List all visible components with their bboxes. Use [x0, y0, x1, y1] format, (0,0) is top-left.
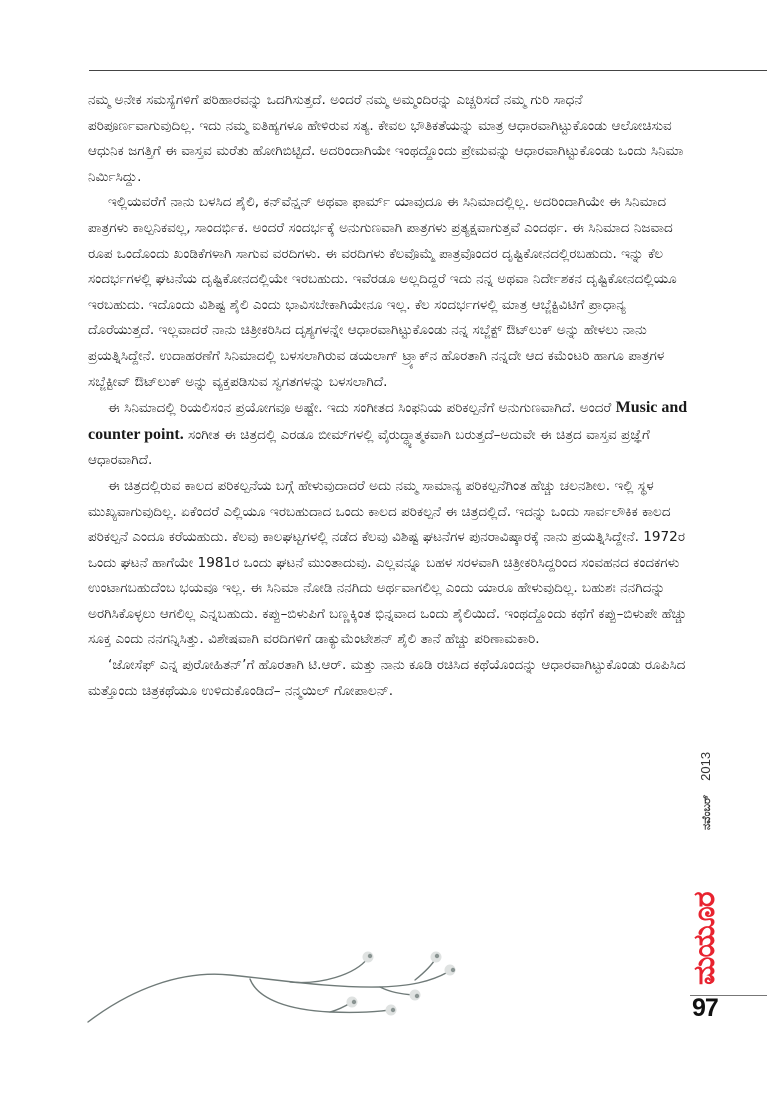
- vine-branch-illustration: [80, 930, 560, 1040]
- header-rule: [89, 70, 767, 71]
- paragraph-1: ನಮ್ಮ ಅನೇಕ ಸಮಸ್ಯೆಗಳಿಗೆ ಪರಿಹಾರವನ್ನು ಒದಗಿಸುತ್ತದೆ. ಅಂದರೆ ನಮ್ಮ ಅಮ್ಮಂದಿರನ್ನು ಎಚ್ಚರಿಸದೆ ನಮ್ಮ ಗುರಿ ಸಾಧನೆ ಪರಿಪೂರ್ಣವಾಗುವುದಿಲ್ಲ. ಇದು ನಮ್ಮ ಐತಿಹ್ಯಗಳೂ ಹೇಳಿರುವ ಸತ್ಯ. ಕೇವಲ ಭೌತಿಕತೆಯನ್ನು ಮಾತ್ರ ಆಧಾರವಾಗಿಟ್ಟುಕೊಂಡು ಆಲೋಚಿಸುವ ಆಧುನಿಕ ಜಗತ್ತಿಗೆ ಈ ವಾಸ್ತವ ಮರೆತು ಹೋಗಿಬಿಟ್ಟಿದೆ. ಅದರಿಂದಾಗಿಯೇ ಇಂಥದ್ದೊಂದು ಪ್ರೇಮವನ್ನು ಆಧಾರವಾಗಿಟ್ಟುಕೊಂಡು ಒಂದು ಸಿನಿಮಾ ನಿರ್ಮಿಸಿದ್ದು.: [88, 92, 684, 185]
- vine-bud: [445, 965, 456, 976]
- vine-branch-mid: [380, 987, 414, 995]
- paragraph-3-text-before: ಈ ಸಿನಿಮಾದಲ್ಲಿ ರಿಯಲಿಸಂನ ಪ್ರಯೋಗವೂ ಅಷ್ಟೇ. ಇದು ಸಂಗೀತದ ಸಿಂಫನಿಯ ಪರಿಕಲ್ಪನೆಗೆ ಅನುಗುಣವಾಗಿದೆ. ಅಂದರೆ: [108, 400, 616, 417]
- magazine-masthead: ಮಯೂರ: [687, 892, 722, 985]
- english-phrase: Music and counter point.: [88, 399, 688, 443]
- article-body: [88, 88, 688, 704]
- issue-year: 2013: [698, 751, 713, 781]
- vine-bud: [410, 990, 421, 1001]
- vine-bud: [347, 997, 358, 1008]
- issue-month: ನವೆಂಬರ್: [700, 794, 713, 830]
- paragraph-2: ಇಲ್ಲಿಯವರೆಗೆ ನಾನು ಬಳಸಿದ ಶೈಲಿ, ಕನ್‌ವೆನ್ಷನ್ ಅಥವಾ ಫಾರ್ಮ್ ಯಾವುದೂ ಈ ಸಿನಿಮಾದಲ್ಲಿಲ್ಲ. ಅದರಿಂದಾಗಿಯೇ ಈ ಸಿನಿಮಾದ ಪಾತ್ರಗಳು ಕಾಲ್ಪನಿಕವಲ್ಲ, ಸಾಂದರ್ಭಿಕ. ಅಂದರೆ ಸಂದರ್ಭಕ್ಕೆ ಅನುಗುಣವಾಗಿ ಪಾತ್ರಗಳು ಪ್ರತ್ಯಕ್ಷವಾಗುತ್ತವೆ ಎಂದರ್ಥ. ಈ ಸಿನಿಮಾದ ನಿಜವಾದ ರೂಪ ಒಂದೊಂದು ಖಂಡಿಕೆಗಳಾಗಿ ಸಾಗುವ ವರದಿಗಳು. ಈ ವರದಿಗಳು ಕೆಲವೊಮ್ಮೆ ಪಾತ್ರವೊಂದರ ದೃಷ್ಟಿಕೋನದಲ್ಲಿರಬಹುದು. ಇನ್ನು ಕೆಲ ಸಂದರ್ಭಗಳಲ್ಲಿ ಘಟನೆಯ ದೃಷ್ಟಿಕೋನದಲ್ಲಿಯೇ ಇರಬಹುದು. ಇವೆರಡೂ ಅಲ್ಲದಿದ್ದರೆ ಇದು ನನ್ನ ಅಥವಾ ನಿರ್ದೇಶಕನ ದೃಷ್ಟಿಕೋನದಲ್ಲಿಯೂ ಇರಬಹುದು. ಇದೊಂದು ವಿಶಿಷ್ಟ ಶೈಲಿ ಎಂದು ಭಾವಿಸಬೇಕಾಗಿಯೇನೂ ಇಲ್ಲ. ಕೆಲ ಸಂದರ್ಭಗಳಲ್ಲಿ ಮಾತ್ರ ಆಬ್ಜೆಕ್ಟಿವಿಟಿಗೆ ಪ್ರಾಧಾನ್ಯ ದೊರೆಯುತ್ತದೆ. ಇಲ್ಲವಾದರೆ ನಾನು ಚಿತ್ರೀಕರಿಸಿದ ದೃಶ್ಯಗಳನ್ನೇ ಆಧಾರವಾಗಿಟ್ಟುಕೊಂಡು ನನ್ನ ಸಬ್ಜೆಕ್ಟ್ ಔಟ್‌ಲುಕ್ ಅನ್ನು ಹೇಳಲು ನಾನು ಪ್ರಯತ್ನಿಸಿದ್ದೇನೆ. ಉದಾಹರಣೆಗೆ ಸಿನಿಮಾದಲ್ಲಿ ಬಳಸಲಾಗಿರುವ ಡಯಲಾಗ್ ಟ್ರ್ಯಾಕ್‌ನ ಹೊರತಾಗಿ ನನ್ನದೇ ಆದ ಕಮೆಂಟರಿ ಹಾಗೂ ಪಾತ್ರಗಳ ಸಬ್ಜೆಕ್ಟೀವ್ ಔಟ್‌ಲುಕ್ ಅನ್ನು ವ್ಯಕ್ತಪಡಿಸುವ ಸ್ವಗತಗಳನ್ನು ಬಳಸಲಾಗಿದೆ.: [88, 194, 677, 390]
- vine-bud: [431, 952, 442, 963]
- page-number: 97: [692, 994, 718, 1022]
- vine-bud: [363, 952, 374, 963]
- vine-branch-upper-left: [290, 958, 368, 983]
- paragraph-3-text-after: ಸಂಗೀತ ಈ ಚಿತ್ರದಲ್ಲಿ ಎರಡೂ ಬೀಮ್‌ಗಳಲ್ಲಿ ವೈರುದ್ಧ್ಯಾತ್ಮಕವಾಗಿ ಬರುತ್ತದೆ–ಅದುವೇ ಈ ಚಿತ್ರದ ವಾಸ್ತವ ಪ್ರಜ್ಞೆಗೆ ಆಧಾರವಾಗಿದೆ.: [88, 426, 650, 469]
- vine-bud: [386, 1005, 397, 1016]
- vine-buds: [347, 952, 456, 1016]
- paragraph-3: [88, 395, 688, 474]
- paragraph-5: ‘ಜೋಸೆಫ್ ಎನ್ನ ಪುರೋಹಿತನ್’ಗೆ ಹೊರತಾಗಿ ಟಿ.ಆರ್. ಮತ್ತು ನಾನು ಕೂಡಿ ರಚಿಸಿದ ಕಥೆಯೊಂದನ್ನು ಆಧಾರವಾಗಿಟ್ಟುಕೊಂಡು ರೂಪಿಸಿದ ಮತ್ತೊಂದು ಚಿತ್ರಕಥೆಯೂ ಉಳಿದುಕೊಂಡಿದೆ– ನನ್ಮಯಿಲ್ ಗೋಪಾಲನ್.: [88, 657, 686, 699]
- issue-date: [698, 752, 714, 830]
- paragraph-4: ಈ ಚಿತ್ರದಲ್ಲಿರುವ ಕಾಲದ ಪರಿಕಲ್ಪನೆಯ ಬಗ್ಗೆ ಹೇಳುವುದಾದರೆ ಅದು ನಮ್ಮ ಸಾಮಾನ್ಯ ಪರಿಕಲ್ಪನೆಗಿಂತ ಹೆಚ್ಚು ಚಲನಶೀಲ. ಇಲ್ಲಿ ಸ್ಥಳ ಮುಖ್ಯವಾಗುವುದಿಲ್ಲ. ಏಕೆಂದರೆ ಎಲ್ಲಿಯೂ ಇರಬಹುದಾದ ಒಂದು ಕಾಲದ ಪರಿಕಲ್ಪನೆ ಈ ಚಿತ್ರದಲ್ಲಿದೆ. ಇದನ್ನು ಒಂದು ಸಾರ್ವಲೌಕಿಕ ಕಾಲದ ಪರಿಕಲ್ಪನೆ ಎಂದೂ ಕರೆಯಹುದು. ಕೆಲವು ಕಾಲಘಟ್ಟಗಳಲ್ಲಿ ನಡೆದ ಕೆಲವು ವಿಶಿಷ್ಟ ಘಟನೆಗಳ ಪುನರಾವಿಷ್ಕಾರಕ್ಕೆ ನಾನು ಪ್ರಯತ್ನಿಸಿದ್ದೇನೆ. 1972ರ ಒಂದು ಘಟನೆ ಹಾಗೆಯೇ 1981ರ ಒಂದು ಘಟನೆ ಮುಂತಾದುವು. ಎಲ್ಲವನ್ನೂ ಬಹಳ ಸರಳವಾಗಿ ಚಿತ್ರೀಕರಿಸಿದ್ದರಿಂದ ಸಂವಹನದ ಕಂದಕಗಳು ಉಂಟಾಗಬಹುದೆಂಬ ಭಯವೂ ಇಲ್ಲ. ಈ ಸಿನಿಮಾ ನೋಡಿ ನನಗಿದು ಅರ್ಥವಾಗಲಿಲ್ಲ ಎಂದು ಯಾರೂ ಹೇಳುವುದಿಲ್ಲ. ಬಹುಶಃ ನನಗಿದನ್ನು ಅರಗಿಸಿಕೊಳ್ಳಲು ಆಗಲಿಲ್ಲ ಎನ್ನಬಹುದು. ಕಪ್ಪು–ಬಿಳುಪಿಗೆ ಬಣ್ಣಕ್ಕಿಂತ ಭಿನ್ನವಾದ ಒಂದು ಶೈಲಿಯಿದೆ. ಇಂಥದ್ದೊಂದು ಕಥೆಗೆ ಕಪ್ಪು–ಬಿಳುಪೇ ಹೆಚ್ಚು ಸೂಕ್ತ ಎಂದು ನನಗನ್ನಿಸಿತ್ತು. ವಿಶೇಷವಾಗಿ ವರದಿಗಳಿಗೆ ಡಾಕ್ಯುಮೆಂಟೇಶನ್ ಶೈಲಿ ತಾನೆ ಹೆಚ್ಚು ಪರಿಣಾಮಕಾರಿ.: [88, 477, 687, 648]
